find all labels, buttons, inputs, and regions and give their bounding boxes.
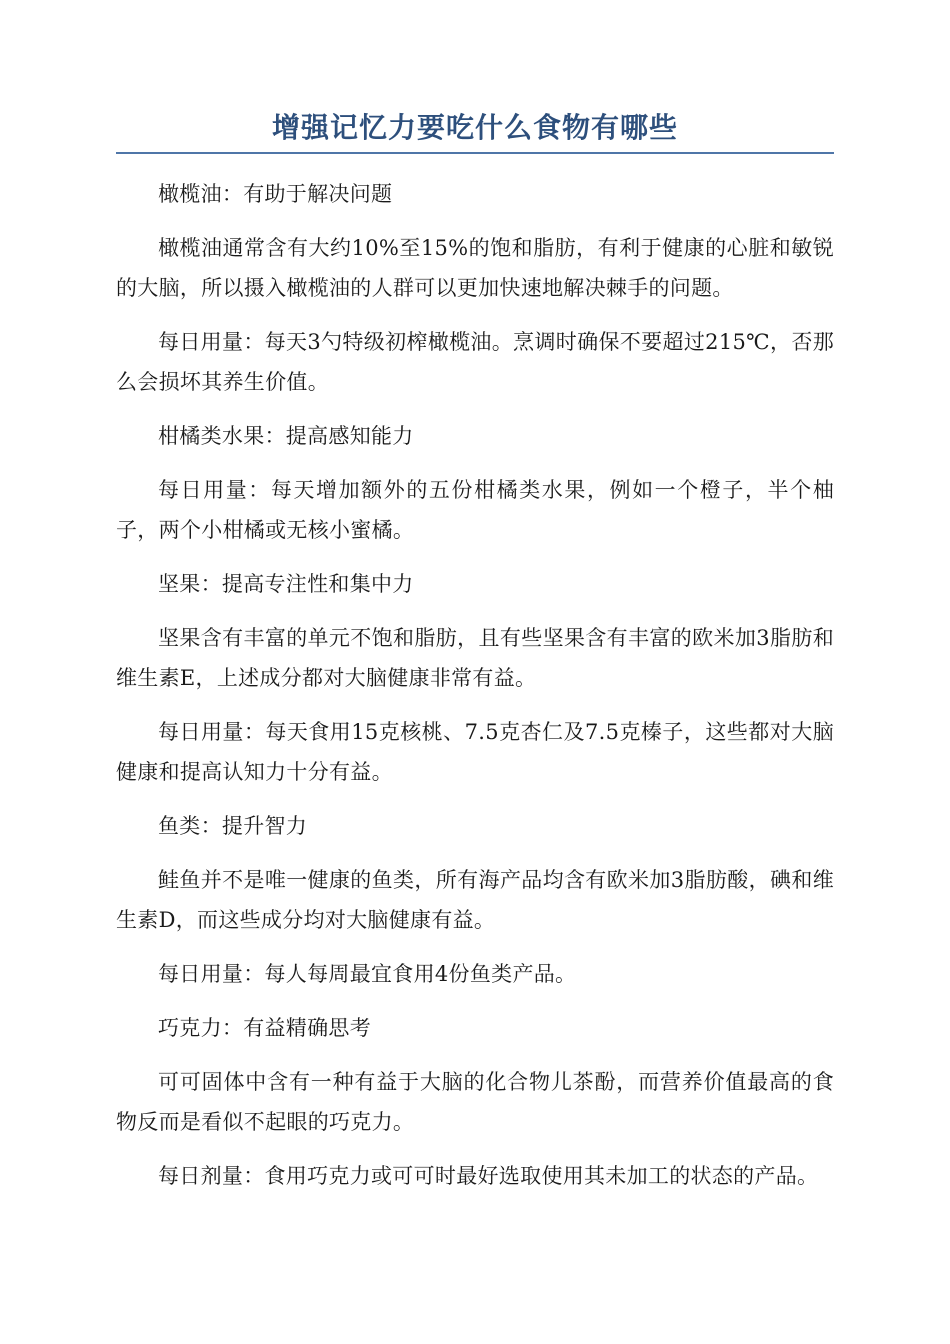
paragraph-olive-oil-heading: 橄榄油：有助于解决问题 xyxy=(158,182,393,206)
paragraph-fish-heading: 鱼类：提升智力 xyxy=(158,814,308,838)
paragraph-chocolate-heading: 巧克力：有益精确思考 xyxy=(158,1016,371,1040)
paragraph-fish-dosage: 每日用量：每人每周最宜食用4份鱼类产品。 xyxy=(158,962,577,986)
document-body xyxy=(116,174,834,1196)
paragraph-nuts-body: 坚果含有丰富的单元不饱和脂肪，且有些坚果含有丰富的欧米加3脂肪和维生素E，上述成分都对大脑健康非常有益。 xyxy=(116,626,834,690)
paragraph-citrus-dosage: 每日用量：每天增加额外的五份柑橘类水果，例如一个橙子，半个柚子，两个小柑橘或无核小蜜橘。 xyxy=(116,478,834,542)
paragraph-olive-oil-body: 橄榄油通常含有大约10%至15%的饱和脂肪，有利于健康的心脏和敏锐的大脑，所以摄入橄榄油的人群可以更加快速地解决棘手的问题。 xyxy=(116,236,834,300)
paragraph-citrus-heading: 柑橘类水果：提高感知能力 xyxy=(158,424,414,448)
paragraph-nuts-heading: 坚果：提高专注性和集中力 xyxy=(158,572,414,596)
document-page xyxy=(116,108,834,1210)
paragraph-nuts-dosage: 每日用量：每天食用15克核桃、7.5克杏仁及7.5克榛子，这些都对大脑健康和提高认知力十分有益。 xyxy=(116,720,834,784)
document-title: 增强记忆力要吃什么食物有哪些 xyxy=(116,108,834,154)
paragraph-fish-body: 鲑鱼并不是唯一健康的鱼类，所有海产品均含有欧米加3脂肪酸，碘和维生素D，而这些成分均对大脑健康有益。 xyxy=(116,868,834,932)
paragraph-olive-oil-dosage: 每日用量：每天3勺特级初榨橄榄油。烹调时确保不要超过215℃，否那么会损坏其养生价值。 xyxy=(116,330,834,394)
paragraph-chocolate-body: 可可固体中含有一种有益于大脑的化合物儿茶酚，而营养价值最高的食物反而是看似不起眼的巧克力。 xyxy=(116,1070,834,1134)
paragraph-chocolate-dosage: 每日剂量：食用巧克力或可可时最好选取使用其未加工的状态的产品。 xyxy=(158,1164,819,1188)
